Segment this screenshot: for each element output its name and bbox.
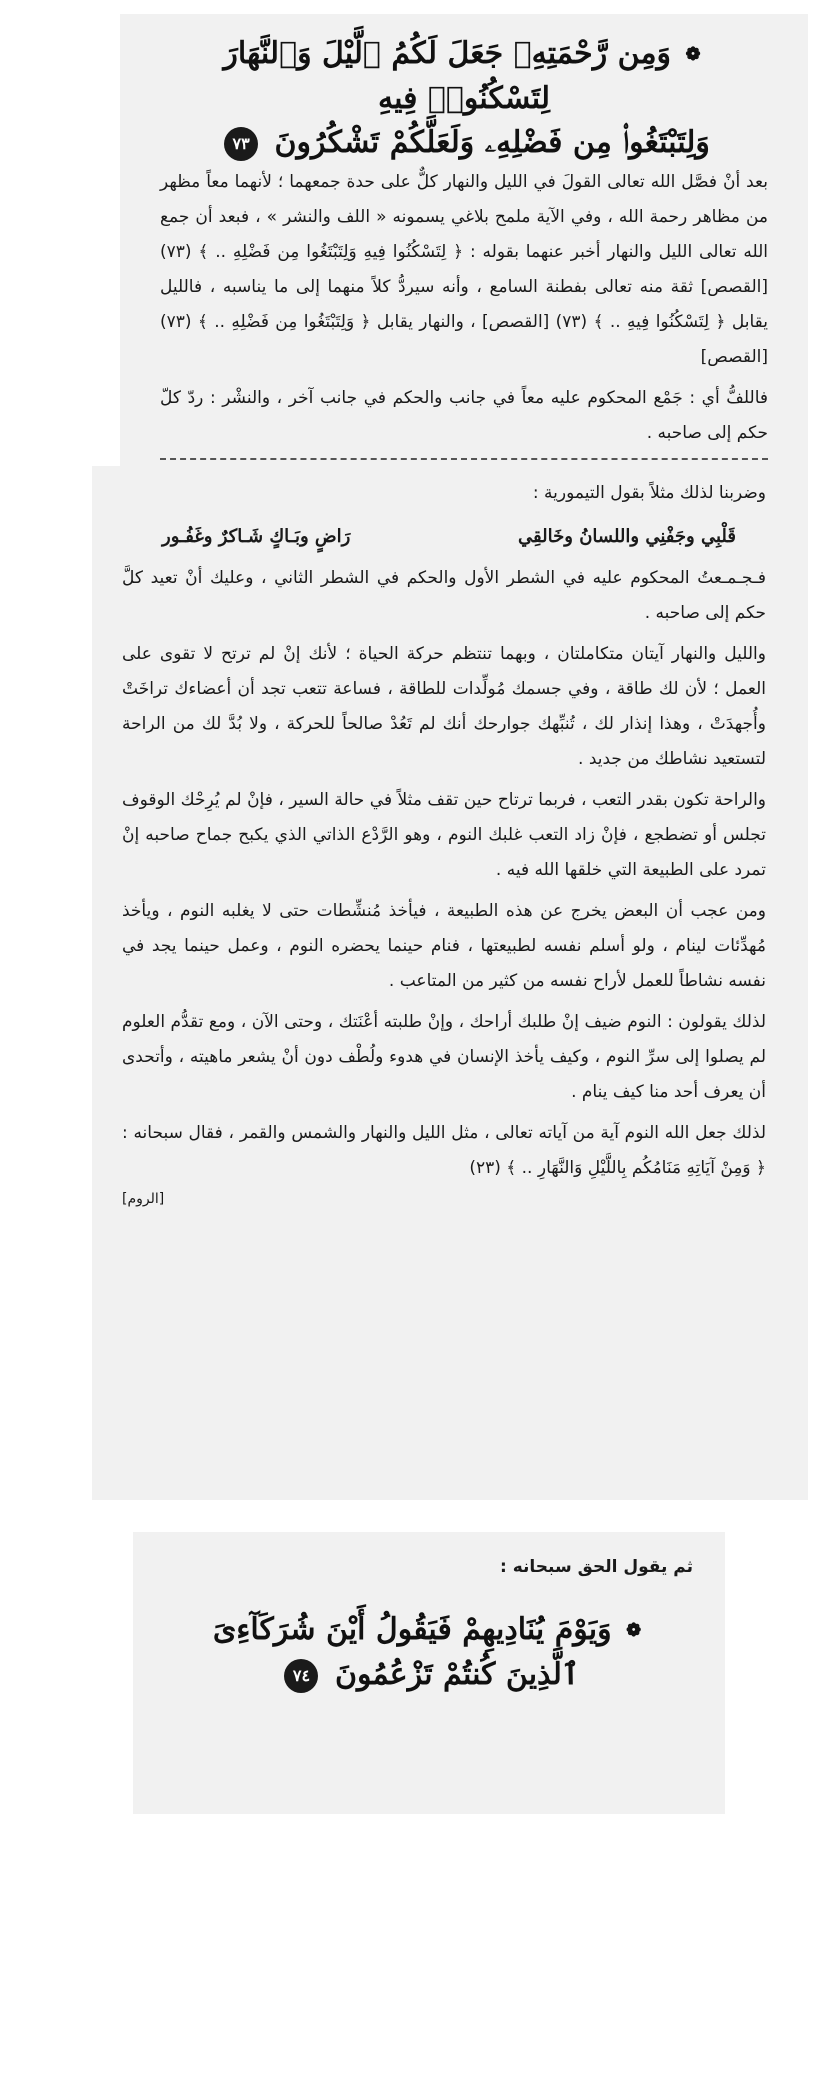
intro-line: ثم يقول الحق سبحانه :	[500, 1557, 693, 1577]
poem-hemistich-left: رَاضٍ وبَـاكٍ شَـاكرٌ وغَفُـور	[162, 526, 351, 547]
verse-line-2: وَلِتَبْتَغُوا۟ مِن فَضْلِهِۦ وَلَعَلَّكُمْ تَشْكُرُونَ	[274, 125, 710, 160]
quran-verse	[165, 1608, 693, 1653]
poem-hemistich-right: قَلْبِي وجَفْنِي واللسانُ وخَالقِي	[518, 526, 736, 547]
verse-number-badge: ٧٤	[284, 1659, 318, 1693]
verse-line-1: وَمِن رَّحْمَتِهِۦ جَعَلَ لَكُمُ ٱلَّيْلَ وَٱلنَّهَارَ لِتَسْكُنُوا۟ فِيهِ	[223, 36, 672, 116]
quran-verse-continued	[165, 1653, 693, 1697]
paragraph: بعد أنْ فصَّل الله تعالى القولَ في الليل والنهار كلٌّ على حدة جمعهما ؛ لأنهما معاً مظهر من مظاهر رحمة الله ، وفي الآية ملمح بلاغي يسمونه « اللف والنشر » ، فبعد أن جمع الله تعالى الليل والنهار أخبر عنهما بقوله : ﴿ لِتَسْكُنُوا فِيهِ وَلِتَبْتَغُوا مِن فَضْلِهِ .. ﴾ (٧٣) [القصص] ثقة منه تعالى بفطنة السامع ، وأنه سيردُّ كلاً منهما إلى ما يناسبه ، فالليل يقابل ﴿ لِتَسْكُنُوا فِيهِ .. ﴾ (٧٣) [القصص] ، والنهار يقابل ﴿ وَلِتَبْتَغُوا مِن فَضْلِهِ .. ﴾ (٧٣) [القصص]	[160, 172, 768, 367]
page-fragment-main	[92, 466, 808, 1500]
sura-reference: [الروم]	[122, 1191, 165, 1207]
intro-line: وضربنا لذلك مثلاً بقول التيمورية :	[532, 483, 766, 503]
quran-verse-continued	[160, 121, 768, 165]
page-fragment-top	[120, 14, 808, 466]
verse-line-1: وَيَوْمَ يُنَادِيهِمْ فَيَقُولُ أَيْنَ شُرَكَآءِىَ	[212, 1612, 612, 1647]
paragraph: والليل والنهار آيتان متكاملتان ، وبهما تنتظم حركة الحياة ؛ لأنك إنْ لم ترتح لا تقوى على العمل ؛ لأن لك طاقة ، وفي جسمك مُولِّدات للطاقة ، فساعة تتعب تجد أن أعضاءك تراخَتْ وأُجهدَتْ ، وهذا إنذار لك ، تُنبِّهك جوارحك أنك لم تَعُدْ صالحاً للحركة ، ولا بُدَّ لك من الراحة لتستعيد نشاطك من جديد .	[122, 644, 766, 769]
poem-verse	[122, 517, 766, 557]
paragraph: لذلك يقولون : النوم ضيف إنْ طلبك أراحك ، وإنْ طلبته أعْنَتك ، وحتى الآن ، ومع تقدُّم العلوم لم يصلوا إلى سرِّ النوم ، وكيف يأخذ الإنسان في هدوء ولُطْف دون أنْ يشعر ماهيته ، وأتحدى أن يعرف أحد منا كيف ينام .	[122, 1012, 766, 1102]
paragraph: والراحة تكون بقدر التعب ، فربما ترتاح حين تقف مثلاً في حالة السير ، فإنْ لم يُرِحْك الوقوف تجلس أو تضطجع ، فإنْ زاد التعب غلبك النوم ، وهو الرَّدْع الذاتي الذي يكبح جماح صاحبه إنْ تمرد على الطبيعة التي خلقها الله فيه .	[122, 790, 766, 880]
paragraph: فـجـمـعتُ المحكوم عليه في الشطر الأول والحكم في الشطر الثاني ، وعليك أنْ تعيد كلَّ حكم إلى صاحبه .	[122, 568, 766, 623]
quran-verse	[160, 32, 768, 121]
paragraph: لذلك جعل الله النوم آية من آياته تعالى ، مثل الليل والنهار والشمس والقمر ، فقال سبحانه : ﴿ وَمِنْ آيَاتِهِ مَنَامُكُم بِاللَّيْلِ وَالنَّهَارِ .. ﴾ (٢٣)	[122, 1123, 766, 1178]
verse-start-ornament: ❁	[685, 44, 701, 65]
verse-start-ornament: ❁	[626, 1620, 642, 1641]
page-fragment-verse	[133, 1532, 725, 1814]
paragraph: فاللفُّ أي : جَمْع المحكوم عليه معاً في جانب والحكم في جانب آخر ، والنشْر : ردّ كلّ حكم إلى صاحبه .	[160, 388, 768, 443]
verse-line-2: ٱلَّذِينَ كُنتُمْ تَزْعُمُونَ	[334, 1657, 580, 1692]
paragraph: ومن عجب أن البعض يخرج عن هذه الطبيعة ، فيأخذ مُنشِّطات حتى لا يغلبه النوم ، ويأخذ مُهدِّئات لينام ، ولو أسلم نفسه لطبيعتها ، فنام حينما يحضره النوم ، وعمل حينما يجد في نفسه نشاطاً للعمل لأراح نفسه من كثير من المتاعب .	[122, 901, 766, 991]
page-divider	[160, 458, 768, 460]
verse-number-badge: ٧٣	[224, 127, 258, 161]
